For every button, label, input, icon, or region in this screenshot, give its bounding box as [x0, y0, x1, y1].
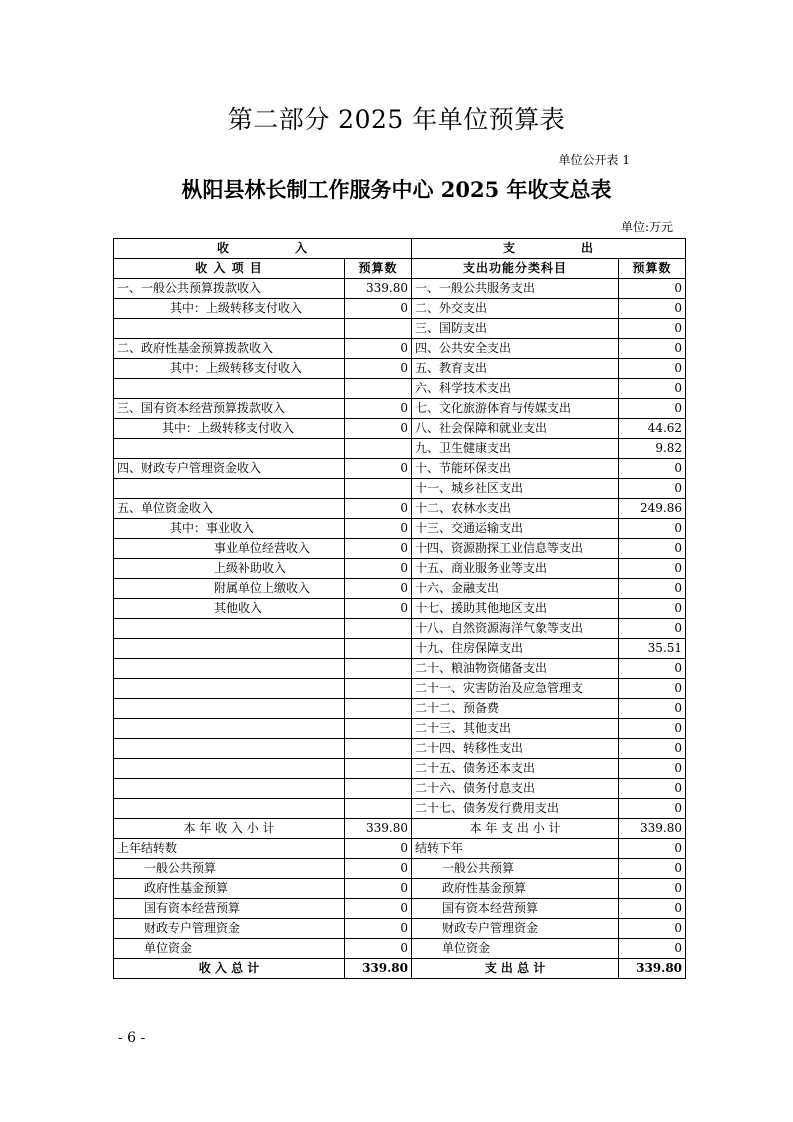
table-row	[114, 439, 686, 459]
table-row	[114, 699, 686, 719]
expense-item-cell: 二、外交支出	[412, 299, 619, 319]
income-amount-cell: 0	[345, 599, 412, 619]
unit-label: 单位:万元	[620, 220, 673, 234]
income-item-cell	[114, 439, 345, 459]
income-amount-cell	[345, 759, 412, 779]
subtotal-row	[114, 819, 686, 839]
expense-amount-cell: 0	[619, 939, 686, 959]
expense-amount-cell: 0	[619, 339, 686, 359]
income-item-cell: 四、财政专户管理资金收入	[114, 459, 345, 479]
table-row	[114, 319, 686, 339]
income-item-cell: 国有资本经营预算	[114, 899, 345, 919]
table-row	[114, 359, 686, 379]
page-title: 枞阳县林长制工作服务中心 2025 年收支总表	[181, 177, 612, 202]
income-amount-cell	[345, 699, 412, 719]
income-amount-cell	[345, 719, 412, 739]
expense-item-cell: 二十一、灾害防治及应急管理支	[412, 679, 619, 699]
income-item-cell	[114, 799, 345, 819]
expense-amount-cell: 35.51	[619, 639, 686, 659]
expense-item-cell: 二十七、债务发行费用支出	[412, 799, 619, 819]
expense-amount-cell: 249.86	[619, 499, 686, 519]
income-amount-cell: 339.80	[345, 819, 412, 839]
income-item-cell: 二、政府性基金预算拨款收入	[114, 339, 345, 359]
col-expense-item: 支出功能分类科目	[412, 259, 619, 279]
expense-amount-cell: 0	[619, 879, 686, 899]
expense-amount-cell: 0	[619, 359, 686, 379]
expense-amount-cell: 0	[619, 799, 686, 819]
expense-item-cell: 国有资本经营预算	[412, 899, 619, 919]
expense-item-cell: 二十二、预备费	[412, 699, 619, 719]
expense-amount-cell: 0	[619, 479, 686, 499]
expense-amount-cell: 0	[619, 619, 686, 639]
table-row	[114, 619, 686, 639]
carry-row	[114, 859, 686, 879]
expense-amount-cell: 0	[619, 379, 686, 399]
income-amount-cell: 339.80	[345, 279, 412, 299]
total-row	[114, 959, 686, 979]
table-row	[114, 759, 686, 779]
income-amount-cell: 0	[345, 559, 412, 579]
income-amount-cell: 0	[345, 519, 412, 539]
income-amount-cell: 0	[345, 539, 412, 559]
expense-item-cell: 十二、农林水支出	[412, 499, 619, 519]
income-item-cell: 其中：上级转移支付收入	[114, 359, 345, 379]
income-item-cell: 五、单位资金收入	[114, 499, 345, 519]
expense-item-cell: 十七、援助其他地区支出	[412, 599, 619, 619]
income-item-cell: 财政专户管理资金	[114, 919, 345, 939]
table-row	[114, 399, 686, 419]
income-item-cell: 一般公共预算	[114, 859, 345, 879]
budget-table	[113, 238, 686, 979]
expense-item-cell: 二十、粮油物资储备支出	[412, 659, 619, 679]
income-amount-cell: 0	[345, 499, 412, 519]
table-row	[114, 519, 686, 539]
expense-item-cell: 十、节能环保支出	[412, 459, 619, 479]
income-amount-cell: 0	[345, 859, 412, 879]
income-amount-cell	[345, 619, 412, 639]
expense-item-cell: 十五、商业服务业等支出	[412, 559, 619, 579]
income-item-cell	[114, 379, 345, 399]
table-row	[114, 459, 686, 479]
table-row	[114, 779, 686, 799]
income-amount-cell	[345, 479, 412, 499]
expense-item-cell: 本 年 支 出 小 计	[412, 819, 619, 839]
expense-item-cell: 单位资金	[412, 939, 619, 959]
expense-item-cell: 十六、金融支出	[412, 579, 619, 599]
carry-row	[114, 839, 686, 859]
income-item-cell	[114, 699, 345, 719]
expense-amount-cell: 339.80	[619, 959, 686, 979]
expense-amount-cell: 0	[619, 759, 686, 779]
income-header: 收 入	[114, 239, 412, 259]
income-item-cell: 单位资金	[114, 939, 345, 959]
table-column-header	[114, 259, 686, 279]
table-row	[114, 599, 686, 619]
income-item-cell	[114, 779, 345, 799]
table-row	[114, 579, 686, 599]
income-item-cell: 政府性基金预算	[114, 879, 345, 899]
income-amount-cell: 0	[345, 459, 412, 479]
carry-row	[114, 879, 686, 899]
income-item-cell	[114, 759, 345, 779]
col-income-item: 收 入 项 目	[114, 259, 345, 279]
income-item-cell	[114, 619, 345, 639]
income-amount-cell: 0	[345, 919, 412, 939]
income-amount-cell: 339.80	[345, 959, 412, 979]
expense-amount-cell: 0	[619, 699, 686, 719]
income-item-cell: 本 年 收 入 小 计	[114, 819, 345, 839]
expense-item-cell: 四、公共安全支出	[412, 339, 619, 359]
table-row	[114, 279, 686, 299]
expense-amount-cell: 0	[619, 559, 686, 579]
expense-amount-cell: 0	[619, 859, 686, 879]
income-item-cell: 收 入 总 计	[114, 959, 345, 979]
expense-item-cell: 二十六、债务付息支出	[412, 779, 619, 799]
income-item-cell	[114, 479, 345, 499]
table-row	[114, 559, 686, 579]
income-amount-cell	[345, 439, 412, 459]
expense-amount-cell: 0	[619, 839, 686, 859]
carry-row	[114, 939, 686, 959]
income-item-cell: 其中：事业收入	[114, 519, 345, 539]
income-item-cell: 附属单位上缴收入	[114, 579, 345, 599]
expense-item-cell: 十四、资源勘探工业信息等支出	[412, 539, 619, 559]
table-number: 单位公开表 1	[558, 153, 630, 167]
carry-row	[114, 919, 686, 939]
expense-item-cell: 十八、自然资源海洋气象等支出	[412, 619, 619, 639]
expense-amount-cell: 0	[619, 459, 686, 479]
expense-amount-cell: 0	[619, 579, 686, 599]
expense-amount-cell: 0	[619, 739, 686, 759]
income-item-cell	[114, 659, 345, 679]
income-amount-cell	[345, 639, 412, 659]
col-income-amount: 预算数	[345, 259, 412, 279]
expense-amount-cell: 9.82	[619, 439, 686, 459]
expense-item-cell: 七、文化旅游体育与传媒支出	[412, 399, 619, 419]
expense-amount-cell: 0	[619, 659, 686, 679]
income-amount-cell: 0	[345, 359, 412, 379]
income-amount-cell	[345, 659, 412, 679]
income-item-cell: 其他收入	[114, 599, 345, 619]
table-row	[114, 719, 686, 739]
expense-item-cell: 一般公共预算	[412, 859, 619, 879]
expense-header: 支 出	[412, 239, 686, 259]
income-item-cell	[114, 319, 345, 339]
income-item-cell: 事业单位经营收入	[114, 539, 345, 559]
income-amount-cell: 0	[345, 839, 412, 859]
expense-item-cell: 一、一般公共服务支出	[412, 279, 619, 299]
expense-item-cell: 八、社会保障和就业支出	[412, 419, 619, 439]
income-amount-cell	[345, 379, 412, 399]
expense-item-cell: 二十四、转移性支出	[412, 739, 619, 759]
income-amount-cell	[345, 739, 412, 759]
expense-item-cell: 十一、城乡社区支出	[412, 479, 619, 499]
income-amount-cell: 0	[345, 399, 412, 419]
part-title: 第二部分 2025 年单位预算表	[227, 105, 566, 134]
income-amount-cell	[345, 679, 412, 699]
expense-amount-cell: 0	[619, 539, 686, 559]
expense-item-cell: 九、卫生健康支出	[412, 439, 619, 459]
income-item-cell: 三、国有资本经营预算拨款收入	[114, 399, 345, 419]
income-item-cell: 其中：上级转移支付收入	[114, 299, 345, 319]
expense-amount-cell: 0	[619, 919, 686, 939]
table-row	[114, 419, 686, 439]
income-item-cell: 上年结转数	[114, 839, 345, 859]
table-row	[114, 379, 686, 399]
expense-amount-cell: 339.80	[619, 819, 686, 839]
carry-row	[114, 899, 686, 919]
col-expense-amount: 预算数	[619, 259, 686, 279]
table-row	[114, 339, 686, 359]
income-item-cell: 一、一般公共预算拨款收入	[114, 279, 345, 299]
income-amount-cell: 0	[345, 339, 412, 359]
income-amount-cell: 0	[345, 879, 412, 899]
expense-amount-cell: 0	[619, 279, 686, 299]
expense-amount-cell: 44.62	[619, 419, 686, 439]
income-amount-cell: 0	[345, 579, 412, 599]
table-row	[114, 479, 686, 499]
table-row	[114, 539, 686, 559]
table-row	[114, 799, 686, 819]
expense-item-cell: 三、国防支出	[412, 319, 619, 339]
income-item-cell	[114, 719, 345, 739]
expense-amount-cell: 0	[619, 719, 686, 739]
expense-item-cell: 五、教育支出	[412, 359, 619, 379]
expense-amount-cell: 0	[619, 599, 686, 619]
page-number: - 6 -	[118, 1030, 146, 1046]
expense-amount-cell: 0	[619, 399, 686, 419]
expense-item-cell: 政府性基金预算	[412, 879, 619, 899]
expense-amount-cell: 0	[619, 299, 686, 319]
expense-item-cell: 二十五、债务还本支出	[412, 759, 619, 779]
table-row	[114, 679, 686, 699]
table-row	[114, 499, 686, 519]
income-item-cell	[114, 639, 345, 659]
expense-item-cell: 二十三、其他支出	[412, 719, 619, 739]
income-amount-cell	[345, 319, 412, 339]
table-row	[114, 659, 686, 679]
expense-item-cell: 支 出 总 计	[412, 959, 619, 979]
expense-item-cell: 六、科学技术支出	[412, 379, 619, 399]
expense-item-cell: 十九、住房保障支出	[412, 639, 619, 659]
table-row	[114, 299, 686, 319]
expense-item-cell: 财政专户管理资金	[412, 919, 619, 939]
expense-amount-cell: 0	[619, 319, 686, 339]
income-amount-cell: 0	[345, 299, 412, 319]
expense-amount-cell: 0	[619, 899, 686, 919]
expense-amount-cell: 0	[619, 519, 686, 539]
expense-item-cell: 十三、交通运输支出	[412, 519, 619, 539]
table-row	[114, 639, 686, 659]
expense-amount-cell: 0	[619, 779, 686, 799]
table-row	[114, 739, 686, 759]
income-amount-cell: 0	[345, 899, 412, 919]
expense-amount-cell: 0	[619, 679, 686, 699]
income-item-cell: 上级补助收入	[114, 559, 345, 579]
income-amount-cell: 0	[345, 939, 412, 959]
income-item-cell	[114, 679, 345, 699]
income-amount-cell	[345, 779, 412, 799]
table-group-header	[114, 239, 686, 259]
expense-item-cell: 结转下年	[412, 839, 619, 859]
income-item-cell	[114, 739, 345, 759]
income-amount-cell: 0	[345, 419, 412, 439]
income-amount-cell	[345, 799, 412, 819]
income-item-cell: 其中：上级转移支付收入	[114, 419, 345, 439]
